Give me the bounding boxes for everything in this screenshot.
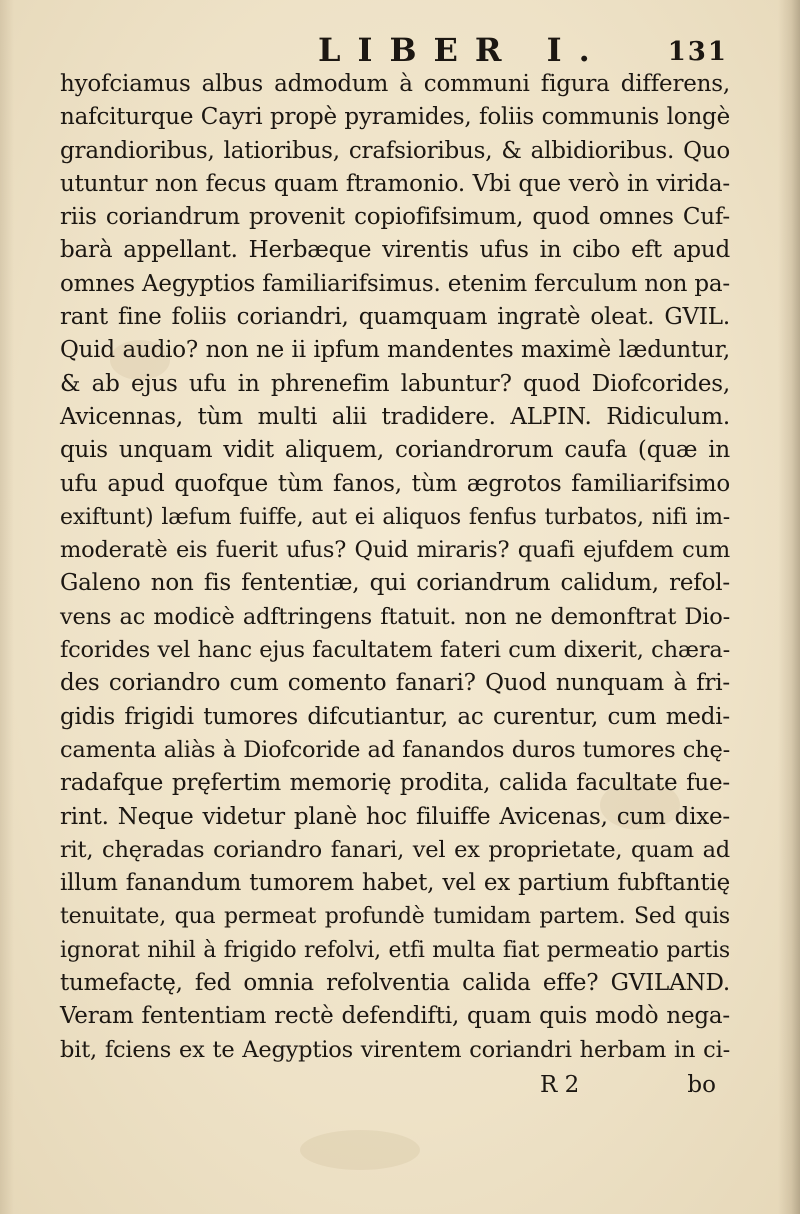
text-line: omnes Aegyptios familiarifsimus. etenim ferculum non pa- bbox=[60, 270, 730, 297]
text-line: camenta aliàs à Diofcoride ad fanandos duros tumores chę- bbox=[60, 736, 730, 763]
text-line: gidis frigidi tumores difcutiantur, ac curentur, cum medi- bbox=[60, 703, 730, 730]
text-line: exiftunt) læfum fuiffe, aut ei aliquos fenfus turbatos, nifi im- bbox=[60, 504, 730, 530]
text-line: moderatè eis fuerit ufus? Quid miraris? quafi ejufdem cum bbox=[60, 537, 730, 564]
body-text bbox=[60, 68, 730, 1067]
text-line: fcorides vel hanc ejus facultatem fateri cum dixerit, chæra- bbox=[60, 637, 730, 664]
text-line: utuntur non fecus quam ftramonio. Vbi que verò in virida- bbox=[60, 170, 730, 197]
text-line: & ab ejus ufu in phrenefim labuntur? quod Diofcorides, bbox=[60, 370, 730, 397]
running-title: LIBER I. bbox=[318, 31, 607, 69]
text-line: tumefactę, fed omnia refolventia calida effe? GVILAND. bbox=[60, 970, 730, 997]
text-line: rant fine foliis coriandri, quamquam ingratè oleat. GVIL. bbox=[60, 304, 730, 331]
text-line: radafque pręfertim memorię prodita, calida facultate fue- bbox=[60, 770, 730, 797]
text-line: nafciturque Cayri propè pyramides, foliis communis longè bbox=[60, 104, 730, 131]
text-line: rint. Neque videtur planè hoc filuiffe Avicenas, cum dixe- bbox=[60, 803, 730, 830]
running-head bbox=[60, 28, 728, 72]
gutter-shadow bbox=[0, 0, 14, 1214]
page-edge-shadow bbox=[778, 0, 800, 1214]
text-line: tenuitate, qua permeat profundè tumidam partem. Sed quis bbox=[60, 904, 730, 930]
catchword: bo bbox=[687, 1072, 716, 1098]
text-line: Veram fententiam rectè defendifti, quam quis modò nega- bbox=[60, 1003, 730, 1030]
text-line: riis coriandrum provenit copiofifsimum, quod omnes Cuf- bbox=[60, 204, 730, 231]
text-line: vens ac modicè adftringens ftatuit. non ne demonftrat Dio- bbox=[60, 603, 730, 630]
text-line: ignorat nihil à frigido refolvi, etfi multa fiat permeatio partis bbox=[60, 937, 730, 963]
text-line: Quid audio? non ne ii ipfum mandentes maximè læduntur, bbox=[60, 337, 730, 364]
catchline bbox=[540, 1068, 716, 1102]
text-line: barà appellant. Herbæque virentis ufus in cibo eft apud bbox=[60, 237, 730, 264]
text-line: hyofciamus albus admodum à communi figura differens, bbox=[60, 71, 730, 97]
page-number: 131 bbox=[667, 37, 728, 67]
text-line: illum fanandum tumorem habet, vel ex partium fubftantię bbox=[60, 870, 730, 897]
text-line: quis unquam vidit aliquem, coriandrorum caufa (quæ in bbox=[60, 437, 730, 464]
text-line: ufu apud quofque tùm fanos, tùm ægrotos familiarifsimo bbox=[60, 470, 730, 497]
text-line: grandioribus, latioribus, crafsioribus, & albidioribus. Quo bbox=[60, 137, 730, 164]
paper-stain bbox=[300, 1130, 420, 1170]
text-line: des coriandro cum comento fanari? Quod nunquam à fri- bbox=[60, 670, 730, 697]
text-line: Galeno non fis fententiæ, qui coriandrum calidum, refol- bbox=[60, 570, 730, 597]
signature-mark: R 2 bbox=[540, 1072, 580, 1098]
text-line: rit, chęradas coriandro fanari, vel ex proprietate, quam ad bbox=[60, 836, 730, 863]
text-line: Avicennas, tùm multi alii tradidere. ALPIN. Ridiculum. bbox=[60, 403, 730, 430]
text-line: bit, fciens ex te Aegyptios virentem coriandri herbam in ci- bbox=[60, 1036, 730, 1063]
